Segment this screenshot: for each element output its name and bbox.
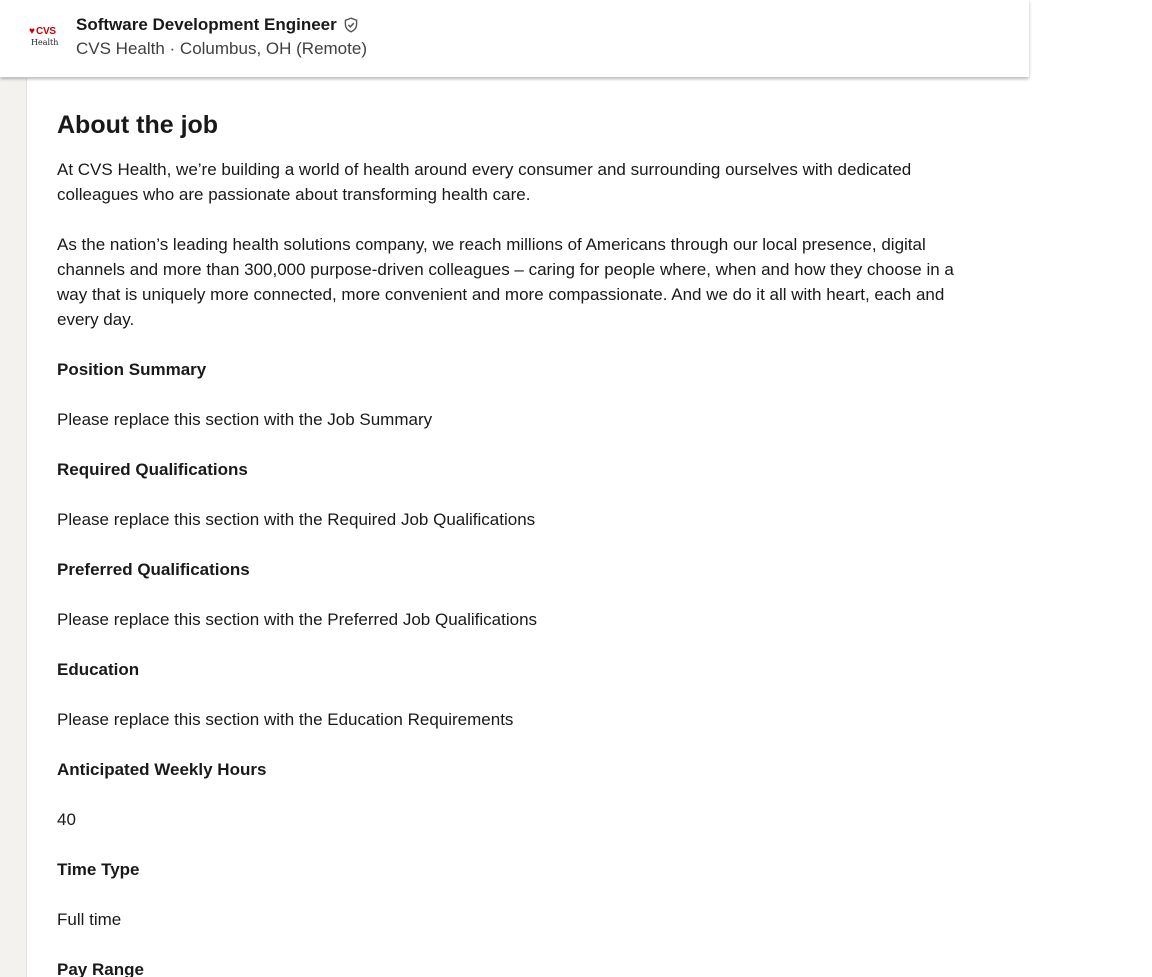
preferred-qualifications-body: Please replace this section with the Preferred Job Qualifications [57,610,538,629]
weekly-hours-heading: Anticipated Weekly Hours [57,760,267,779]
job-title-row [76,14,359,36]
preferred-qualifications-heading: Preferred Qualifications [57,560,250,579]
required-qualifications-body: Please replace this section with the Required Job Qualifications [57,510,536,529]
position-summary-heading: Position Summary [57,360,207,379]
time-type-body: Full time [57,910,122,929]
weekly-hours-body: 40 [57,810,76,829]
education-heading: Education [57,660,140,679]
required-qualifications-heading: Required Qualifications [57,460,248,479]
left-gutter [0,78,27,977]
intro-paragraph-2: As the nation’s leading health solutions company, we reach millions of Americans through our local presence, digital channels and more than 300,000 purpose-driven colleagues – caring for people where, when and how they choose in a way that is uniquely more connected, more convenient and more compassionate. And we do it all with heart, each and every day. [57,235,954,329]
job-sticky-header [0,0,1029,77]
logo-brand-sub: Health [31,38,59,47]
job-company-location: CVS Health · Columbus, OH (Remote) [76,39,367,58]
position-summary-body: Please replace this section with the Job Summary [57,410,433,429]
about-heading: About the job [57,111,219,139]
heart-icon: ♥ [29,26,35,37]
about-the-job-section [57,107,987,977]
company-logo[interactable] [29,26,67,50]
verified-shield-icon[interactable] [343,17,359,33]
education-body: Please replace this section with the Education Requirements [57,710,514,729]
time-type-heading: Time Type [57,860,140,879]
intro-paragraph-1: At CVS Health, we’re building a world of health around every consumer and surrounding ourselves with dedicated colleagues who are passionate about transforming health care. [57,160,912,204]
logo-brand-text: CVS [35,26,56,37]
pay-range-heading: Pay Range [57,960,144,977]
job-title[interactable]: Software Development Engineer [76,15,337,34]
